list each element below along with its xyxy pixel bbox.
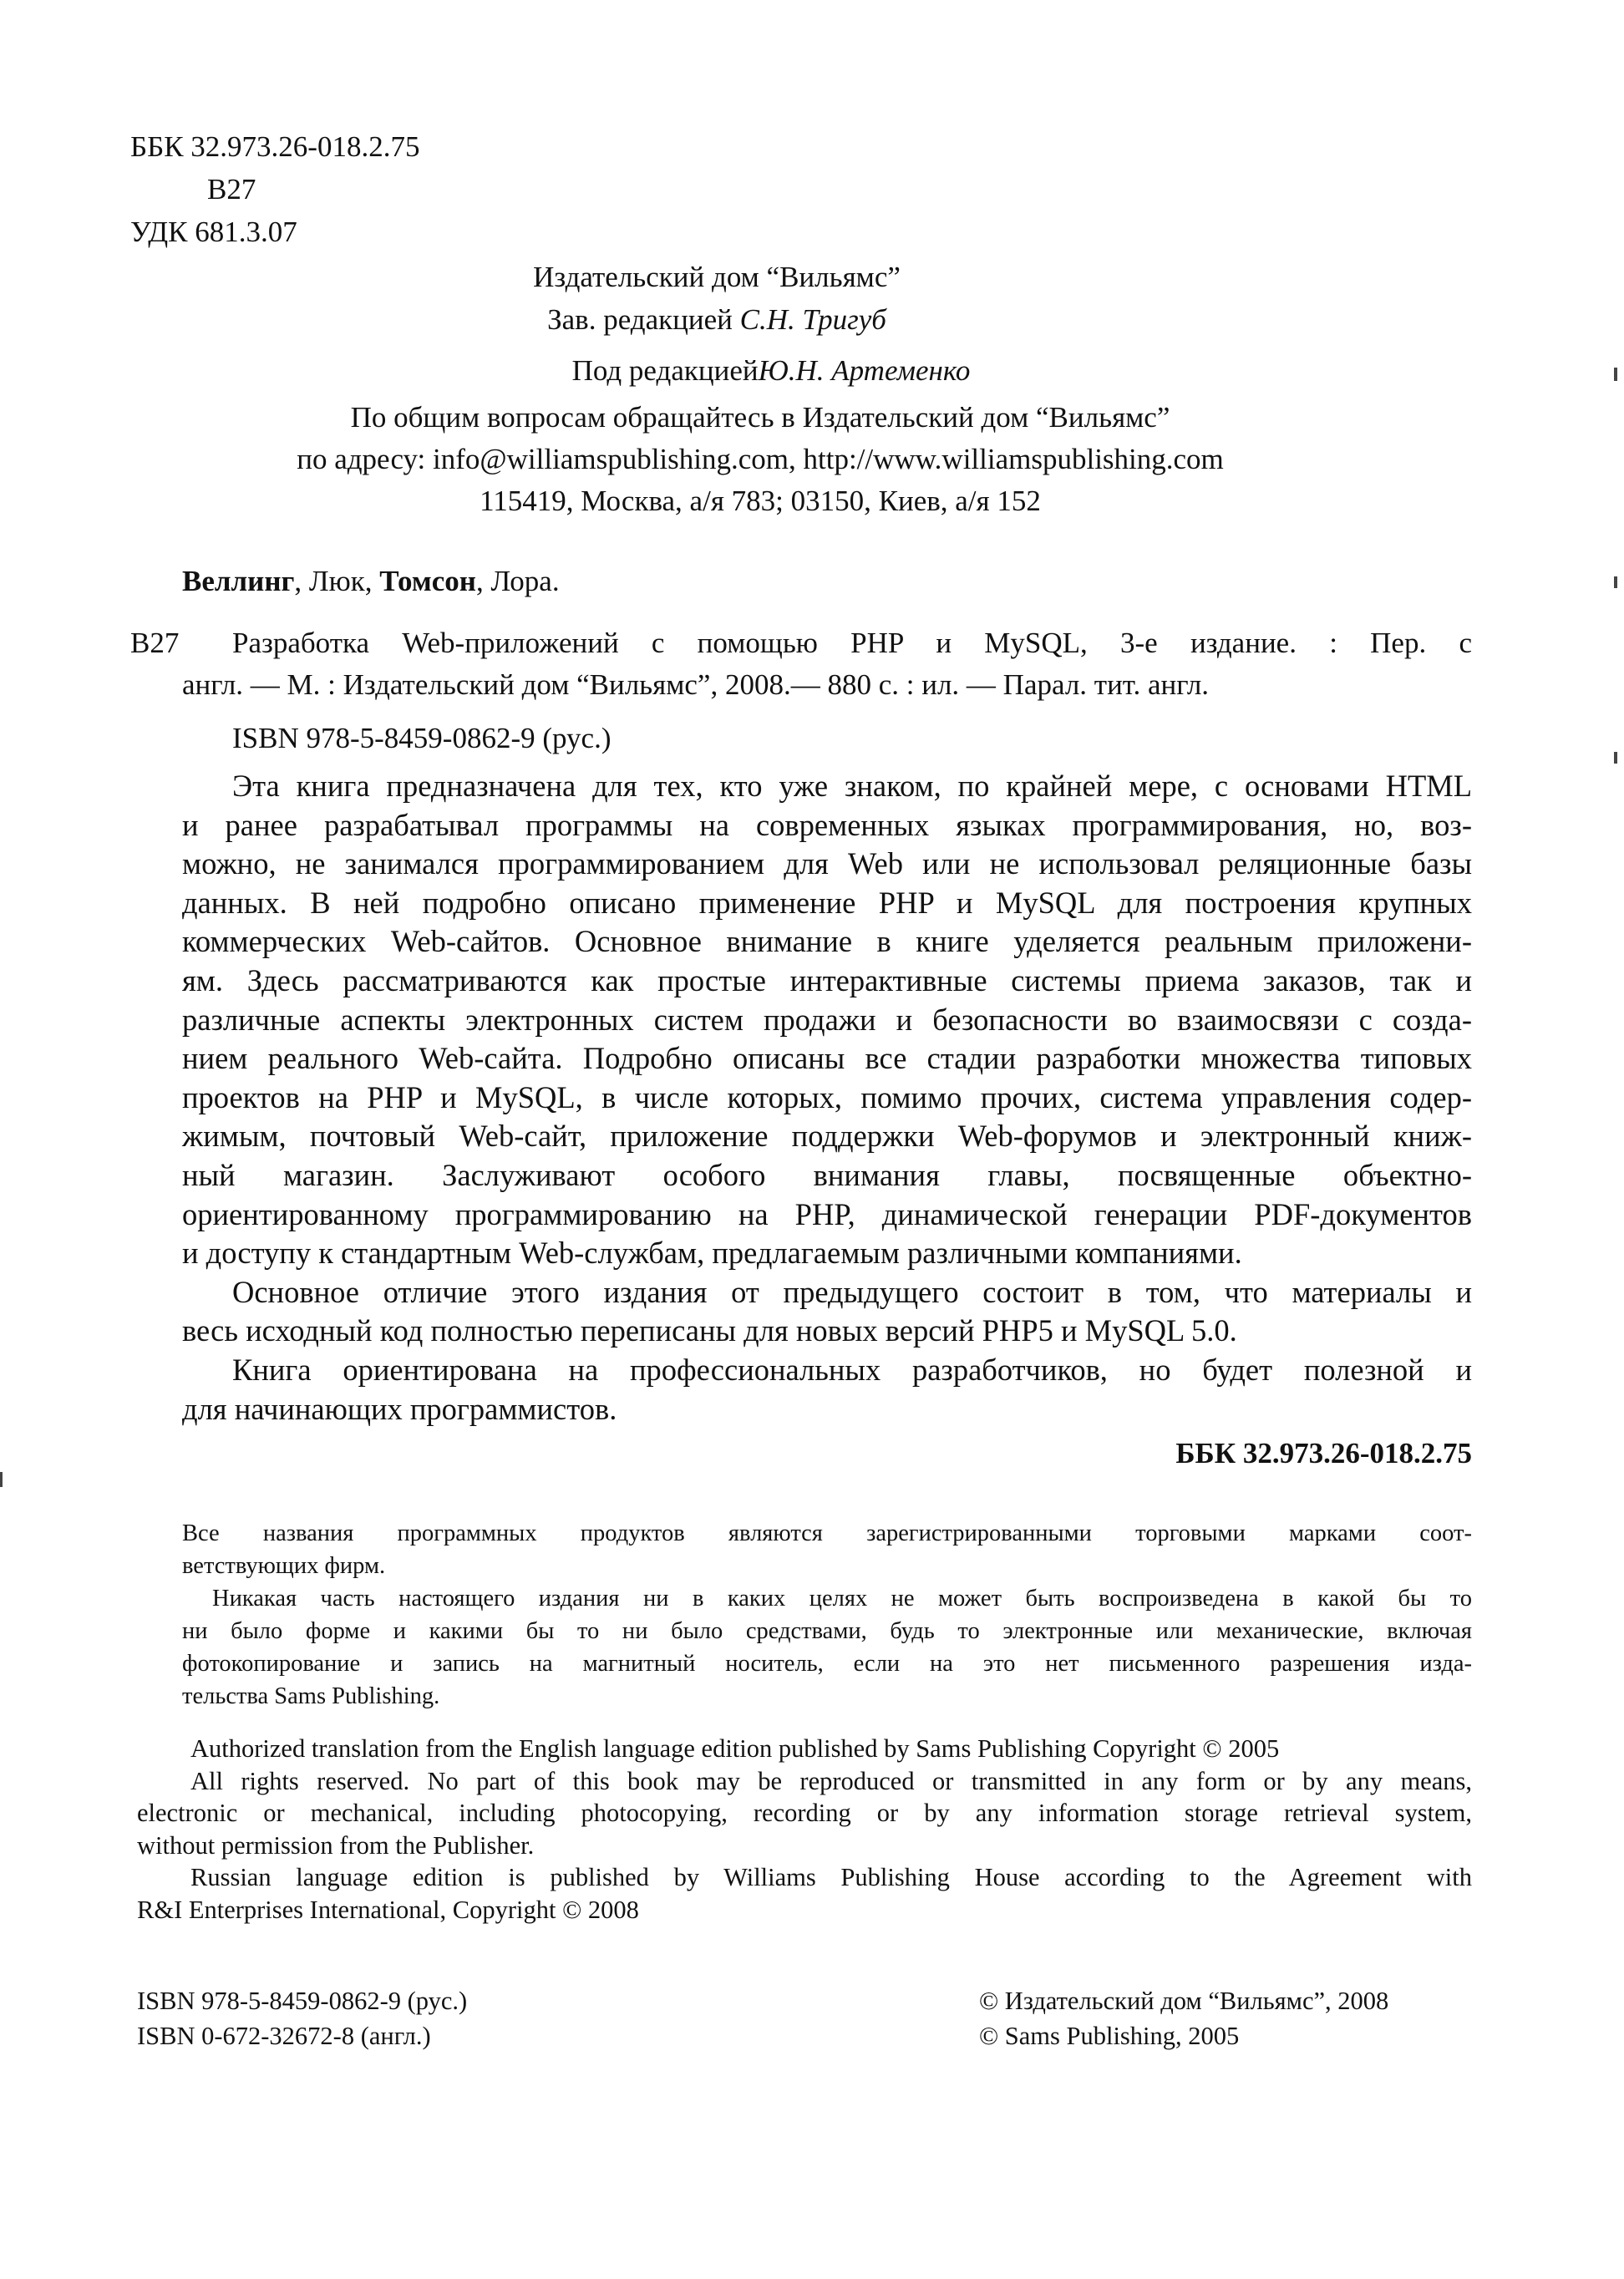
legal-en-line: without permission from the Publisher. [137, 1830, 535, 1860]
authors-line [182, 560, 560, 602]
abstract-line: можно, не занимался программированием для Web или не использовал реляционные базы [182, 846, 1472, 881]
abstract-line: жимым, почтовый Web-сайт, приложение поддержки Web-форумов и электронный книж- [182, 1119, 1472, 1154]
abstract-line: для начинающих программистов. [182, 1391, 617, 1426]
record-isbn: ISBN 978-5-8459-0862-9 (рус.) [232, 722, 612, 754]
contact-line-2: по адресу: info@williamspublishing.com, http://www.williamspublishing.com [297, 443, 1224, 475]
bbk-code: ББК 32.973.26-018.2.75 [130, 130, 420, 163]
record-code: В27 [130, 627, 180, 659]
head-of-editorial [500, 298, 934, 341]
abstract-line: коммерческих Web-сайтов. Основное внимание в книге уделяется реальным приложени- [182, 924, 1472, 959]
abstract-line: Книга ориентирована на профессиональных разработчиков, но будет полезной и [232, 1352, 1472, 1387]
abstract-line: весь исходный код полностью переписаны для новых версий PHP5 и MySQL 5.0. [182, 1313, 1237, 1348]
footer-copyright-ru: © Издательский дом “Вильямс”, 2008 [979, 1987, 1389, 2015]
scan-speck [1614, 752, 1617, 764]
author-mark: В27 [207, 173, 256, 206]
abstract-line: данных. В ней подробно описано применение PHP и MySQL для построения крупных [182, 885, 1472, 920]
legal-ru-line: Все названия программных продуктов являются зарегистрированными торговыми марками соот- [182, 1520, 1472, 1546]
abstract-line: ный магазин. Заслуживают особого внимания главы, посвященные объектно- [182, 1157, 1472, 1192]
edited-by [500, 349, 1043, 392]
footer-copyright-en: © Sams Publishing, 2005 [979, 2022, 1240, 2050]
udk-code: УДК 681.3.07 [130, 216, 297, 248]
legal-en-line: R&I Enterprises International, Copyright © 2008 [137, 1895, 639, 1924]
scan-speck [0, 1472, 3, 1487]
abstract-line: и доступу к стандартным Web-службам, предлагаемым различными компаниями. [182, 1236, 1242, 1271]
legal-ru-line: фотокопирование и запись на магнитный носитель, если на это нет письменного разрешения изда- [182, 1651, 1472, 1677]
scan-speck [1614, 368, 1617, 381]
abstract-line: нием реального Web-сайта. Подробно описаны все стадии разработки множества типовых [182, 1041, 1472, 1076]
editor-label: Под редакцией [571, 354, 759, 387]
author1-name: , Люк, [294, 565, 380, 597]
abstract-line: различные аспекты электронных систем продажи и безопасности во взаимосвязи с созда- [182, 1002, 1472, 1037]
abstract-bbk: ББК 32.973.26-018.2.75 [1175, 1437, 1472, 1469]
head-label: Зав. редакцией [547, 303, 733, 336]
editor-name: Ю.Н. Артеменко [758, 354, 971, 387]
publisher-name: Издательский дом “Вильямс” [533, 261, 901, 293]
legal-ru-line: ни было форме и какими бы то ни было средствами, будь то электронные или механические, включая [182, 1618, 1472, 1644]
record-title-line2: англ. — М. : Издательский дом “Вильямс”, 2008.— 880 с. : ил. — Парал. тит. англ. [182, 668, 1210, 701]
legal-en-line: electronic or mechanical, including photocopying, recording or by any information storage retrieval system, [137, 1799, 1472, 1827]
scan-speck [1614, 576, 1617, 588]
legal-ru-line: ветствующих фирм. [182, 1553, 386, 1579]
contact-line-1: По общим вопросам обращайтесь в Издательский дом “Вильямс” [350, 401, 1170, 434]
legal-en-line: Russian language edition is published by Williams Publishing House according to the Agreement with [190, 1863, 1472, 1891]
abstract-line: ориентированному программированию на PHP, динамической генерации PDF-документов [182, 1196, 1472, 1231]
record-title-line1: Разработка Web-приложений с помощью PHP и MySQL, 3-е издание. : Пер. с [232, 627, 1472, 659]
legal-en [137, 1733, 1472, 1926]
legal-ru [182, 1517, 1472, 1713]
legal-ru-line: Никакая часть настоящего издания ни в каких целях не может быть воспроизведена в какой бы то [212, 1586, 1472, 1612]
author2-surname: Томсон [379, 565, 476, 597]
legal-en-line: All rights reserved. No part of this book may be reproduced or transmitted in any form or by any means, [190, 1766, 1472, 1795]
abstract-line: ям. Здесь рассматриваются как простые интерактивные системы приема заказов, так и [182, 962, 1472, 997]
contact-line-3: 115419, Москва, а/я 783; 03150, Киев, а/я 152 [480, 485, 1041, 517]
author2-name: , Лора. [475, 565, 560, 597]
abstract-line: проектов на PHP и MySQL, в числе которых, помимо прочих, система управления содер- [182, 1079, 1472, 1114]
author1-surname: Веллинг [182, 565, 295, 597]
abstract-line: и ранее разрабатывал программы на современных языках программирования, но, воз- [182, 807, 1472, 842]
legal-en-line: Authorized translation from the English language edition published by Sams Publishing Copyright © 2005 [190, 1734, 1280, 1763]
abstract [182, 767, 1472, 1429]
footer-isbn-en: ISBN 0-672-32672-8 (англ.) [137, 2022, 431, 2050]
footer-isbn-ru: ISBN 978-5-8459-0862-9 (рус.) [137, 1987, 468, 2015]
head-name: С.Н. Тригуб [739, 303, 886, 336]
abstract-line: Основное отличие этого издания от предыдущего состоит в том, что материалы и [232, 1274, 1472, 1309]
legal-ru-line: тельства Sams Publishing. [182, 1683, 440, 1709]
abstract-line: Эта книга предназначена для тех, кто уже знаком, по крайней мере, с основами HTML [232, 769, 1472, 803]
